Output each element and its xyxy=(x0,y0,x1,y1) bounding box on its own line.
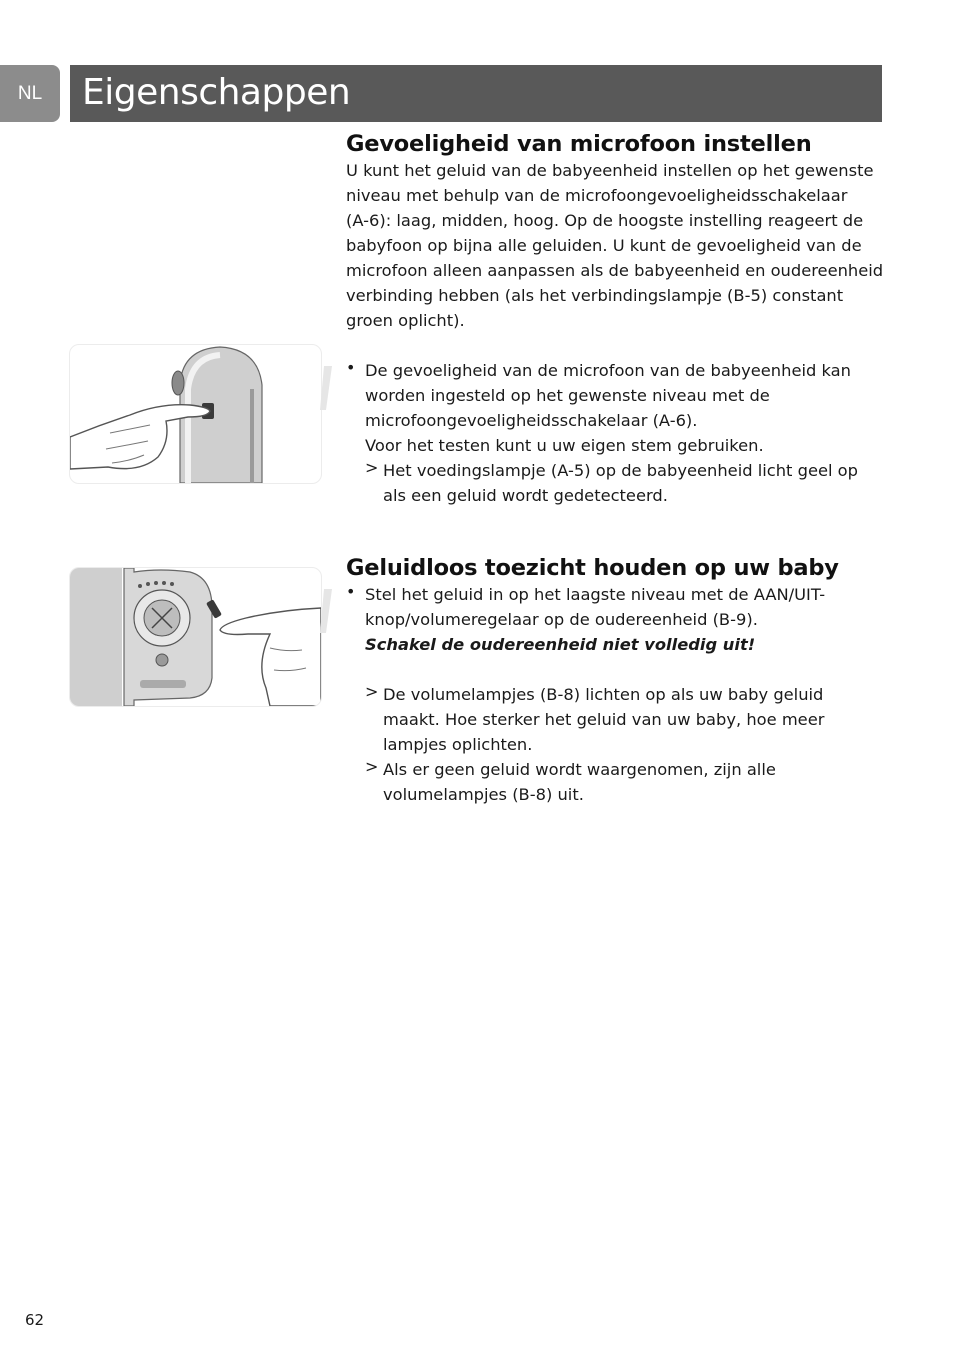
text-line: Voor het testen kunt u uw eigen stem gebruiken. xyxy=(365,436,764,455)
bullet-item xyxy=(346,358,886,458)
result-mark: > xyxy=(365,682,379,701)
text-line: verbinding hebben (als het verbindingslampje (B-5) constant xyxy=(346,286,844,305)
warning-text: Schakel de oudereenheid niet volledig uit! xyxy=(365,635,756,654)
result-mark: > xyxy=(365,757,379,776)
text-line: De gevoeligheid van de microfoon van de babyeenheid kan xyxy=(365,361,851,380)
text-line: Het voedingslampje (A-5) op de babyeenheid licht geel op xyxy=(383,461,858,480)
text-line: als een geluid wordt gedetecteerd. xyxy=(383,486,668,505)
parent-unit-volume-illustration xyxy=(69,567,322,707)
bullet-item xyxy=(346,582,886,657)
text-line: lampjes oplichten. xyxy=(383,735,533,754)
text-line: volumelampjes (B-8) uit. xyxy=(383,785,584,804)
text-line: knop/volumeregelaar op de oudereenheid (B-9). xyxy=(365,610,758,629)
result-item xyxy=(346,682,886,757)
bullet-mark: • xyxy=(346,358,356,377)
separator-slash xyxy=(320,589,332,633)
baby-unit-switch-illustration xyxy=(69,344,322,484)
text-line: (A-6): laag, midden, hoog. Op de hoogste instelling reageert de xyxy=(346,211,864,230)
text-line: worden ingesteld op het gewenste niveau met de xyxy=(365,386,770,405)
text-line: De volumelampjes (B-8) lichten op als uw baby geluid xyxy=(383,685,824,704)
result-mark: > xyxy=(365,458,379,477)
text-line: microfoongevoeligheidsschakelaar (A-6). xyxy=(365,411,698,430)
result-item xyxy=(346,458,886,508)
section-microphone-sensitivity xyxy=(346,130,886,508)
page-number: 62 xyxy=(25,1311,45,1329)
bullet-mark: • xyxy=(346,582,356,601)
language-tab: NL xyxy=(0,65,60,122)
text-line: microfoon alleen aanpassen als de babyeenheid en oudereenheid xyxy=(346,261,884,280)
text-line: niveau met behulp van de microfoongevoeligheidsschakelaar xyxy=(346,186,848,205)
separator-slash xyxy=(320,366,332,410)
text-line: Stel het geluid in op het laagste niveau met de AAN/UIT- xyxy=(365,585,826,604)
title-bar xyxy=(70,65,882,122)
text-line: U kunt het geluid van de babyeenheid instellen op het gewenste xyxy=(346,161,874,180)
text-line: maakt. Hoe sterker het geluid van uw baby, hoe meer xyxy=(383,710,825,729)
result-item xyxy=(346,757,886,807)
text-line: babyfoon op bijna alle geluiden. U kunt de gevoeligheid van de xyxy=(346,236,862,255)
section-silent-monitoring xyxy=(346,554,886,807)
text-line: Als er geen geluid wordt waargenomen, zijn alle xyxy=(383,760,776,779)
text-line: groen oplicht). xyxy=(346,311,465,330)
intro-paragraph xyxy=(346,158,886,333)
section-heading: Gevoeligheid van microfoon instellen xyxy=(346,131,812,157)
page-title: Eigenschappen xyxy=(82,72,351,113)
section-heading: Geluidloos toezicht houden op uw baby xyxy=(346,555,839,581)
